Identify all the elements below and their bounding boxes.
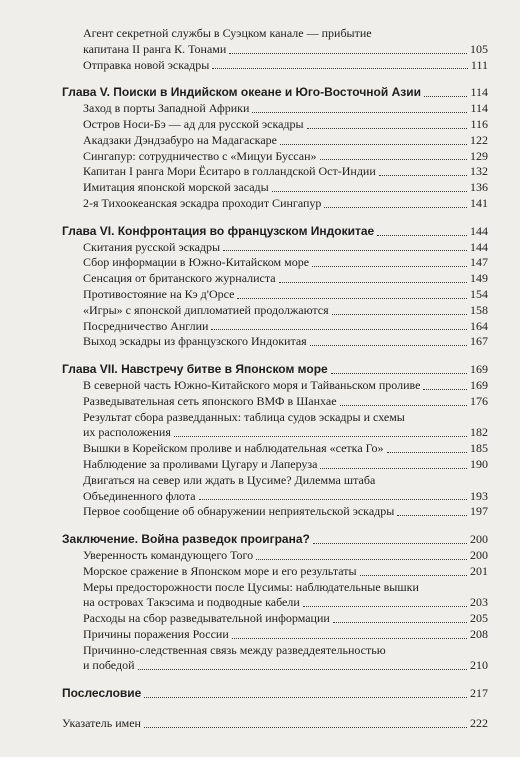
dot-leader [387,452,467,453]
toc-entry-title: «Игры» с японской дипломатией продолжаются [83,302,329,317]
toc-entry [62,441,488,457]
toc-page-number: 144 [470,239,488,254]
toc-entry [62,287,488,303]
toc-page-number: 203 [470,595,488,610]
toc-chapter-entry [62,362,488,378]
toc-page-number: 167 [470,334,488,349]
toc-entry [62,319,488,335]
dot-leader [280,144,467,145]
toc-entry [62,658,488,674]
toc-entry-title: их расположения [83,425,171,440]
dot-leader [307,128,468,129]
toc-page-number: 149 [470,271,488,286]
toc-page-number: 193 [470,488,488,503]
section-gap [62,520,488,532]
toc-entry [62,196,488,212]
toc-chapter-entry [62,224,488,240]
dot-leader [310,345,467,346]
dot-leader [211,329,467,330]
toc-entry [62,117,488,133]
dot-leader [379,175,467,176]
toc-entry-title: Уверенность командующего Того [83,547,254,562]
dot-leader [313,543,467,544]
toc-page-number: 200 [470,547,488,562]
toc-entry [62,643,488,659]
toc-page-number: 208 [470,626,488,641]
dot-leader [138,669,468,670]
dot-leader [199,499,467,500]
toc-entry-title: капитана II ранга К. Тонами [83,41,227,56]
toc-chapter-entry [62,532,488,548]
toc-page-number: 136 [470,180,488,195]
toc-page-number: 169 [470,362,488,377]
toc-entry-title: Вышки в Корейском проливе и наблюдательная «сетка Го» [83,441,384,456]
toc-entry-title: Сингапур: сотрудничество с «Мицуи Буссан» [83,148,317,163]
toc-page-number: 200 [470,532,488,547]
toc-page-number: 114 [470,101,488,116]
dot-leader [320,468,467,469]
dot-leader [320,159,467,160]
toc-chapter-entry [62,686,488,702]
toc-entry-title: Глава V. Поиски в Индийском океане и Юго-Восточной Азии [62,85,421,100]
toc-entry-title: Выход эскадры из французского Индокитая [83,334,307,349]
toc-chapter-entry [62,85,488,101]
dot-leader [332,314,467,315]
toc-entry [62,611,488,627]
toc-entry [62,378,488,394]
dot-leader [360,575,467,576]
toc-entry-title: Противостояние на Кэ д'Орсе [83,286,235,301]
dot-leader [223,250,467,251]
toc-page-number: 144 [470,223,488,238]
toc-entry-title: Сенсация от британского журналиста [83,271,276,286]
toc-entry-title: Причины поражения России [83,626,229,641]
toc-entry [62,473,488,489]
dot-leader [397,515,467,516]
toc-entry [62,410,488,426]
toc-page-number: 132 [470,164,488,179]
toc-entry-title: Указатель имен [62,716,141,731]
dot-leader [424,96,467,97]
toc-entry-title: Разведывательная сеть японского ВМФ в Шанхае [83,393,337,408]
toc-page-number: 210 [470,658,488,673]
toc-entry-title: Результат сбора разведданных: таблица судов эскадры и схемы [83,409,405,424]
toc-entry [62,716,488,732]
toc-entry [62,595,488,611]
toc-entry [62,504,488,520]
toc-page-number: 222 [470,716,488,731]
dot-leader [303,606,467,607]
toc-entry [62,164,488,180]
toc-page-number: 141 [470,195,488,210]
toc-entry-title: 2-я Тихоокеанская эскадра проходит Сингапур [83,195,322,210]
toc-page-number: 182 [470,425,488,440]
dot-leader [232,638,467,639]
toc-entry [62,457,488,473]
toc-page-number: 176 [470,393,488,408]
toc-page-number: 129 [470,148,488,163]
toc-entry-title: Остров Носи-Бэ — ад для русской эскадры [83,116,304,131]
toc-entry-title: Глава VI. Конфронтация во французском Индокитае [62,223,375,238]
toc-page-number: 169 [470,377,488,392]
toc-entry [62,627,488,643]
toc-page-number: 114 [470,85,488,100]
toc-entry-title: Наблюдение за проливами Цугару и Лаперуза [83,456,318,471]
toc-page-number: 158 [470,302,488,317]
dot-leader [272,191,467,192]
toc-entry-title: Причинно-следственная связь между разведдеятельностью [83,642,386,657]
dot-leader [340,405,467,406]
toc-entry [62,42,488,58]
toc-page-number: 154 [470,286,488,301]
dot-leader [312,266,467,267]
dot-leader [256,559,467,560]
toc-page-number: 116 [470,116,488,131]
dot-leader [229,53,467,54]
toc-page-number: 164 [470,318,488,333]
toc-page-number: 185 [470,441,488,456]
toc-entry [62,255,488,271]
toc-entry [62,180,488,196]
table-of-contents [62,26,488,732]
toc-entry-title: Посредничество Англии [83,318,209,333]
toc-entry-title: Скитания русской эскадры [83,239,221,254]
dot-leader [279,282,467,283]
toc-page-number: 111 [470,57,488,72]
toc-page-number: 205 [470,611,488,626]
toc-entry [62,548,488,564]
toc-entry-title: Сбор информации в Южно-Китайском море [83,255,310,270]
toc-entry [62,271,488,287]
toc-entry [62,133,488,149]
dot-leader [331,373,467,374]
toc-entry-title: Заход в порты Западной Африки [83,101,250,116]
toc-entry-title: Морское сражение в Японском море и его результаты [83,563,357,578]
toc-entry [62,101,488,117]
toc-page-number: 190 [470,456,488,471]
toc-entry [62,489,488,505]
toc-entry-title: Двигаться на север или ждать в Цусиме? Дилемма штаба [83,472,376,487]
toc-entry-title: на островах Такэсима и подводные кабели [83,595,300,610]
section-gap [62,212,488,224]
toc-page-number: 122 [470,132,488,147]
toc-entry-title: Отправка новой эскадры [83,57,210,72]
toc-entry-title: Заключение. Война разведок проиграна? [62,532,310,547]
dot-leader [174,436,467,437]
toc-entry-title: Агент секретной службы в Суэцком канале — прибытие [83,26,372,40]
toc-entry-title: Акадзаки Дэндзабуро на Мадагаскаре [83,132,277,147]
toc-page-number: 147 [470,255,488,270]
toc-entry-title: Расходы на сбор разведывательной информации [83,611,330,626]
dot-leader [252,112,467,113]
toc-entry [62,425,488,441]
toc-entry-title: Послесловие [62,686,142,701]
toc-entry [62,240,488,256]
toc-page-number: 201 [470,563,488,578]
dot-leader [212,68,468,69]
toc-entry-title: и победой [83,658,135,673]
toc-entry-title: Меры предосторожности после Цусимы: наблюдательные вышки [83,579,419,594]
dot-leader [324,207,467,208]
toc-entry-title: В северной часть Южно-Китайского моря и Тайваньском проливе [83,377,421,392]
dot-leader [423,389,467,390]
toc-entry [62,303,488,319]
toc-entry [62,394,488,410]
toc-entry [62,580,488,596]
toc-entry [62,149,488,165]
dot-leader [237,298,467,299]
toc-entry-title: Первое сообщение об обнаружении неприятельской эскадры [83,504,395,519]
toc-entry-title: Объединенного флота [83,488,196,503]
section-gap [62,674,488,686]
dot-leader [144,697,467,698]
section-gap [62,702,488,716]
toc-page-number: 217 [470,686,488,701]
section-gap [62,73,488,85]
toc-entry [62,334,488,350]
dot-leader [377,235,467,236]
toc-entry-title: Капитан I ранга Мори Ёситаро в голландской Ост-Индии [83,164,376,179]
toc-entry [62,26,488,42]
toc-entry [62,564,488,580]
section-gap [62,350,488,362]
toc-entry-title: Имитация японской морской засады [83,180,269,195]
toc-page-number: 197 [470,504,488,519]
dot-leader [333,622,467,623]
toc-page-number: 105 [470,41,488,56]
toc-entry [62,58,488,74]
dot-leader [144,727,467,728]
toc-entry-title: Глава VII. Навстречу битве в Японском море [62,362,328,377]
